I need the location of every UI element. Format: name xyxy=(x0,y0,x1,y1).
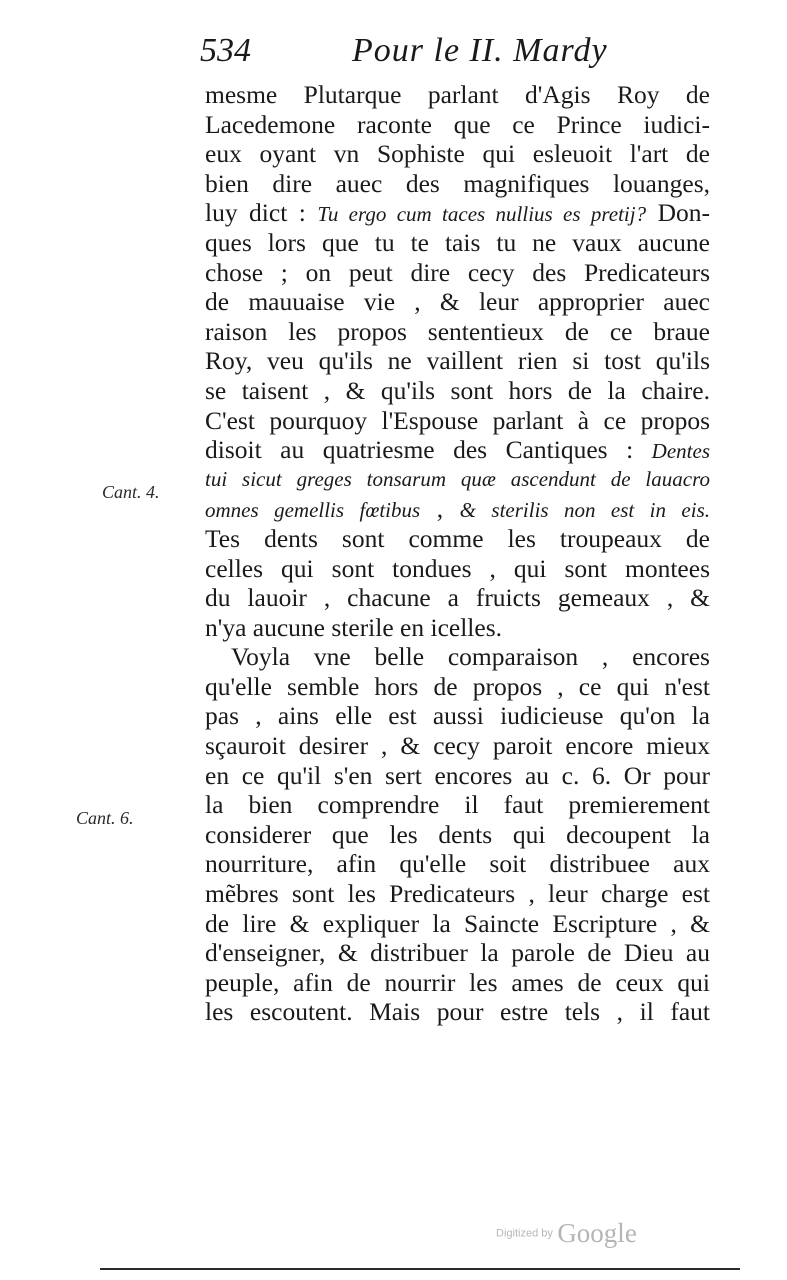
bottom-rule xyxy=(100,1268,740,1270)
text-line: eux oyant vn Sophiste qui esleuoit l'art de xyxy=(205,139,710,169)
text-line: qu'elle semble hors de propos , ce qui n'est xyxy=(205,671,710,701)
latin-quote: & sterilis non est in eis. xyxy=(459,498,710,523)
text-segment: Don- xyxy=(646,198,710,228)
text-line: d'enseigner, & distribuer la parole de Dieu au xyxy=(205,938,710,968)
text-line: de mauuaise vie , & leur approprier auec xyxy=(205,287,710,317)
text-line: considerer que les dents qui decoupent la xyxy=(205,819,710,849)
text-line: Lacedemone raconte que ce Prince iudici- xyxy=(205,109,710,139)
text-line: mesme Plutarque parlant d'Agis Roy de xyxy=(205,80,710,109)
google-logo: Google xyxy=(557,1218,637,1248)
text-line xyxy=(205,198,710,228)
margin-note-cant-4: Cant. 4. xyxy=(102,482,160,502)
latin-quote: Dentes xyxy=(651,439,710,464)
text-segment: luy dict : xyxy=(205,198,318,228)
text-line xyxy=(205,494,710,524)
text-line: mẽbres sont les Predicateurs , leur charge est xyxy=(205,879,710,909)
latin-quote: Tu ergo cum taces nullius es pretij? xyxy=(317,202,647,227)
text-line: chose ; on peut dire cecy des Predicateurs xyxy=(205,257,710,287)
text-line: Roy, veu qu'ils ne vaillent rien si tost qu'ils xyxy=(205,346,710,376)
page-header xyxy=(200,32,720,82)
text-line: C'est pourquoy l'Espouse parlant à ce propos xyxy=(205,405,710,435)
text-line: peuple, afin de nourrir les ames de ceux qui xyxy=(205,967,710,997)
digitized-prefix: Digitized by xyxy=(496,1227,553,1240)
latin-quote-line: tui sicut greges tonsarum quæ ascendunt de lauacro xyxy=(205,466,710,491)
body-text xyxy=(205,80,710,1027)
text-line: n'ya aucune sterile en icelles. xyxy=(205,612,502,642)
text-line: Tes dents sont comme les troupeaux de xyxy=(205,523,710,553)
text-line: la bien comprendre il faut premierement xyxy=(205,790,710,820)
text-line xyxy=(205,435,710,465)
text-line: sçauroit desirer , & cecy paroit encore mieux xyxy=(205,731,710,761)
running-title: Pour le II. Mardy xyxy=(352,32,608,69)
text-line: en ce qu'il s'en sert encores au c. 6. Or pour xyxy=(205,760,710,790)
text-line: raison les propos sententieux de ce braue xyxy=(205,316,710,346)
text-line: Voyla vne belle comparaison , encores xyxy=(231,642,710,672)
page-number: 534 xyxy=(200,32,251,69)
text-segment: , xyxy=(420,494,460,524)
text-segment: disoit au quatriesme des Cantiques : xyxy=(205,435,652,465)
text-line: celles qui sont tondues , qui sont montees xyxy=(205,553,710,583)
text-line: nourriture, afin qu'elle soit distribuee aux xyxy=(205,849,710,879)
digitized-watermark xyxy=(496,1218,637,1248)
text-line: bien dire auec des magnifiques louanges, xyxy=(205,168,710,198)
text-line: ques lors que tu te tais tu ne vaux aucune xyxy=(205,227,710,257)
text-line: se taisent , & qu'ils sont hors de la chaire. xyxy=(205,375,710,405)
text-line: du lauoir , chacune a fruicts gemeaux , & xyxy=(205,583,710,613)
text-line: pas , ains elle est aussi iudicieuse qu'on la xyxy=(205,701,710,731)
margin-note-cant-6: Cant. 6. xyxy=(76,808,134,828)
text-line: de lire & expliquer la Saincte Escripture , & xyxy=(205,908,710,938)
latin-quote: omnes gemellis fœtibus xyxy=(205,498,421,523)
text-line: les escoutent. Mais pour estre tels , il faut xyxy=(205,997,710,1027)
